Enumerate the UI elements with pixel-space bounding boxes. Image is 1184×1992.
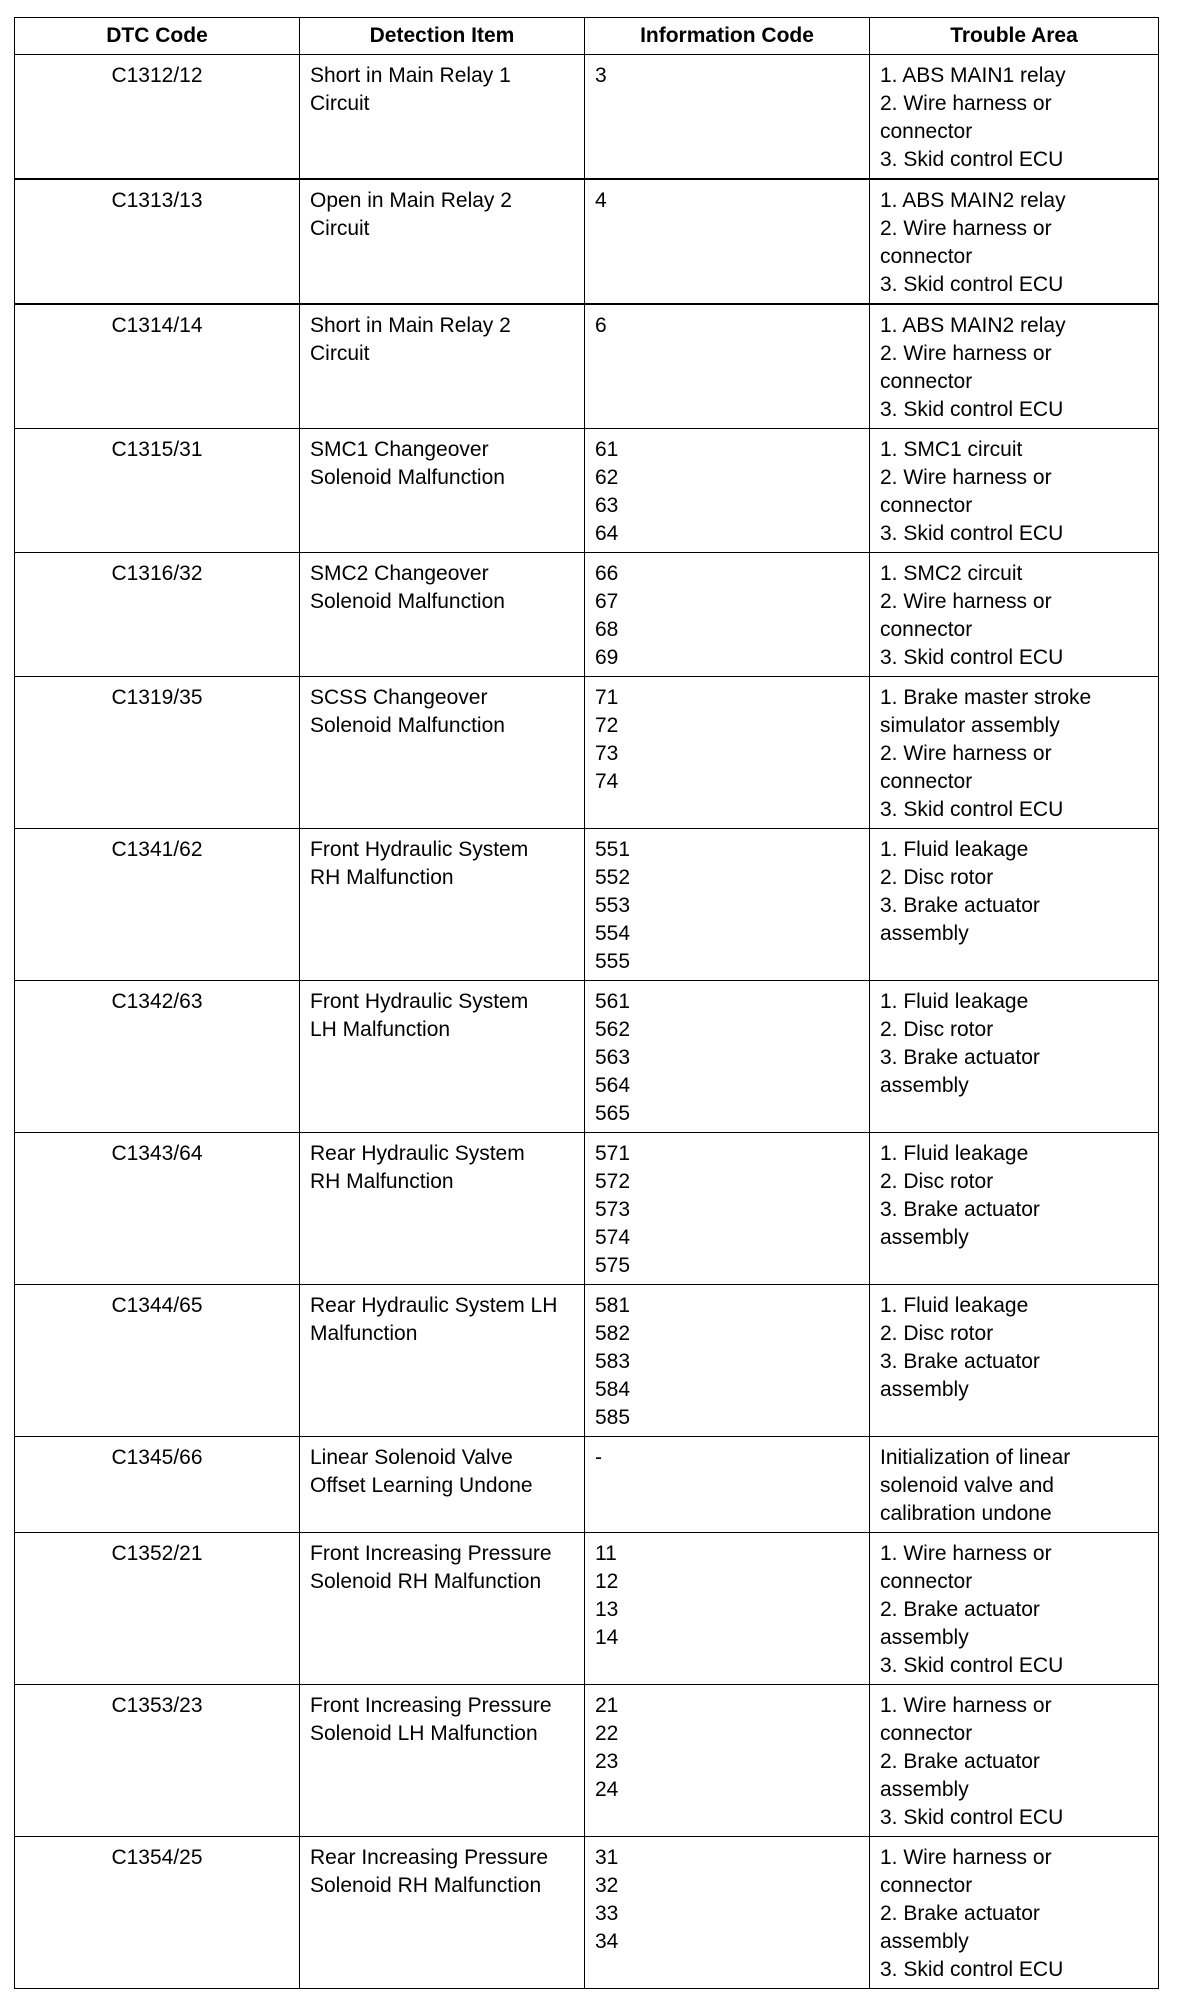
information-code-cell <box>585 1285 870 1437</box>
trouble-area-cell <box>870 1533 1159 1685</box>
trouble-area-line: 3. Skid control ECU <box>880 798 1064 821</box>
information-code-line: 21 <box>595 1694 619 1717</box>
trouble-area-line: 3. Skid control ECU <box>880 1654 1064 1677</box>
trouble-area-line: connector <box>880 370 973 393</box>
table-row <box>15 1285 1159 1437</box>
table-row <box>15 55 1159 180</box>
dtc-code-cell <box>15 829 300 981</box>
information-code-line: 66 <box>595 562 619 585</box>
trouble-area-line: 1. Fluid leakage <box>880 838 1029 861</box>
information-code-line: 67 <box>595 590 619 613</box>
information-code-line: 73 <box>595 742 619 765</box>
trouble-area-cell <box>870 677 1159 829</box>
information-code-line: 584 <box>595 1378 631 1401</box>
detection-item-cell <box>300 1285 585 1437</box>
trouble-area-cell <box>870 304 1159 429</box>
table-header-row <box>15 18 1159 55</box>
trouble-area-line: 2. Wire harness or <box>880 590 1052 613</box>
detection-item-line: Front Increasing Pressure <box>310 1694 552 1717</box>
trouble-area-line: 2. Wire harness or <box>880 466 1052 489</box>
information-code-line: 573 <box>595 1198 631 1221</box>
information-code-line: 551 <box>595 838 631 861</box>
dtc-code-cell <box>15 677 300 829</box>
detection-item-line: Circuit <box>310 92 370 115</box>
trouble-area-line: assembly <box>880 1074 969 1097</box>
trouble-area-line: 1. Fluid leakage <box>880 990 1029 1013</box>
dtc-code-cell <box>15 1837 300 1989</box>
dtc-code: C1315/31 <box>111 438 203 461</box>
header-dtc-code: DTC Code <box>15 18 300 55</box>
information-code-line: 72 <box>595 714 619 737</box>
detection-item-line: Rear Increasing Pressure <box>310 1846 549 1869</box>
detection-item-line: SMC1 Changeover <box>310 438 489 461</box>
detection-item-cell <box>300 677 585 829</box>
information-code-cell <box>585 1437 870 1533</box>
trouble-area-line: connector <box>880 770 973 793</box>
information-code-line: 64 <box>595 522 619 545</box>
information-code-line: 585 <box>595 1406 631 1429</box>
dtc-code-cell <box>15 1437 300 1533</box>
detection-item-line: Solenoid Malfunction <box>310 590 505 613</box>
trouble-area-line: 2. Brake actuator <box>880 1598 1040 1621</box>
detection-item-cell <box>300 1533 585 1685</box>
trouble-area-line: connector <box>880 618 973 641</box>
information-code-line: 563 <box>595 1046 631 1069</box>
trouble-area-line: 1. Fluid leakage <box>880 1142 1029 1165</box>
trouble-area-cell <box>870 981 1159 1133</box>
trouble-area-cell <box>870 55 1159 180</box>
information-code-line: 68 <box>595 618 619 641</box>
information-code-line: 33 <box>595 1902 619 1925</box>
dtc-code: C1354/25 <box>111 1846 203 1869</box>
trouble-area-line: 3. Skid control ECU <box>880 273 1064 296</box>
information-code-cell <box>585 829 870 981</box>
trouble-area-line: 1. Fluid leakage <box>880 1294 1029 1317</box>
dtc-code: C1319/35 <box>111 686 203 709</box>
information-code-line: 74 <box>595 770 619 793</box>
trouble-area-line: 2. Wire harness or <box>880 742 1052 765</box>
trouble-area-line: connector <box>880 1722 973 1745</box>
detection-item-cell <box>300 553 585 677</box>
detection-item-line: Rear Hydraulic System LH <box>310 1294 558 1317</box>
detection-item-cell <box>300 429 585 553</box>
detection-item-line: Front Increasing Pressure <box>310 1542 552 1565</box>
trouble-area-line: 3. Brake actuator <box>880 894 1040 917</box>
information-code-line: 571 <box>595 1142 631 1165</box>
trouble-area-line: 1. Brake master stroke <box>880 686 1092 709</box>
detection-item-line: SMC2 Changeover <box>310 562 489 585</box>
dtc-code: C1342/63 <box>111 990 203 1013</box>
detection-item-line: Solenoid RH Malfunction <box>310 1874 542 1897</box>
dtc-code-cell <box>15 1685 300 1837</box>
trouble-area-line: 1. SMC2 circuit <box>880 562 1023 585</box>
information-code-line: 71 <box>595 686 619 709</box>
information-code-line: 69 <box>595 646 619 669</box>
trouble-area-line: 2. Brake actuator <box>880 1902 1040 1925</box>
dtc-code: C1341/62 <box>111 838 203 861</box>
dtc-code: C1343/64 <box>111 1142 203 1165</box>
trouble-area-line: 2. Disc rotor <box>880 1170 994 1193</box>
information-code-line: 553 <box>595 894 631 917</box>
information-code-line: 31 <box>595 1846 619 1869</box>
information-code-line: 561 <box>595 990 631 1013</box>
table-row <box>15 1133 1159 1285</box>
trouble-area-line: 2. Brake actuator <box>880 1750 1040 1773</box>
information-code-line: 11 <box>595 1542 617 1565</box>
detection-item-line: Circuit <box>310 342 370 365</box>
dtc-code-cell <box>15 553 300 677</box>
header-trouble-area: Trouble Area <box>870 18 1159 55</box>
trouble-area-line: 1. SMC1 circuit <box>880 438 1023 461</box>
information-code-cell <box>585 981 870 1133</box>
detection-item-line: Solenoid Malfunction <box>310 466 505 489</box>
table-row <box>15 1685 1159 1837</box>
trouble-area-line: 3. Skid control ECU <box>880 1958 1064 1981</box>
trouble-area-line: 3. Brake actuator <box>880 1350 1040 1373</box>
information-code-line: 554 <box>595 922 631 945</box>
information-code-line: 14 <box>595 1626 619 1649</box>
trouble-area-line: connector <box>880 1874 973 1897</box>
trouble-area-line: assembly <box>880 1626 969 1649</box>
dtc-code: C1345/66 <box>111 1446 203 1469</box>
dtc-code-cell <box>15 304 300 429</box>
information-code-cell <box>585 677 870 829</box>
table-row <box>15 829 1159 981</box>
detection-item-cell <box>300 179 585 304</box>
trouble-area-cell <box>870 1685 1159 1837</box>
table-row <box>15 1437 1159 1533</box>
trouble-area-line: 3. Skid control ECU <box>880 646 1064 669</box>
table-row <box>15 1837 1159 1989</box>
detection-item-line: Circuit <box>310 217 370 240</box>
trouble-area-line: assembly <box>880 1930 969 1953</box>
information-code-line: 62 <box>595 466 619 489</box>
detection-item-line: SCSS Changeover <box>310 686 488 709</box>
information-code-cell <box>585 1533 870 1685</box>
information-code-line: 3 <box>595 64 607 87</box>
detection-item-line: Solenoid Malfunction <box>310 714 505 737</box>
trouble-area-line: calibration undone <box>880 1502 1052 1525</box>
information-code-cell <box>585 429 870 553</box>
information-code-line: 555 <box>595 950 631 973</box>
information-code-line: 582 <box>595 1322 631 1345</box>
information-code-line: 13 <box>595 1598 619 1621</box>
dtc-code: C1313/13 <box>111 189 203 212</box>
dtc-code-cell <box>15 1133 300 1285</box>
information-code-line: 562 <box>595 1018 631 1041</box>
dtc-code-cell <box>15 55 300 180</box>
dtc-code-cell <box>15 981 300 1133</box>
trouble-area-line: 2. Wire harness or <box>880 217 1052 240</box>
detection-item-cell <box>300 1133 585 1285</box>
information-code-line: 24 <box>595 1778 619 1801</box>
trouble-area-line: 1. ABS MAIN2 relay <box>880 189 1066 212</box>
information-code-line: 564 <box>595 1074 631 1097</box>
trouble-area-cell <box>870 1285 1159 1437</box>
information-code-line: 4 <box>595 189 607 212</box>
dtc-code: C1312/12 <box>111 64 203 87</box>
dtc-code: C1314/14 <box>111 314 203 337</box>
detection-item-cell <box>300 304 585 429</box>
header-detection-item: Detection Item <box>300 18 585 55</box>
detection-item-line: Malfunction <box>310 1322 418 1345</box>
detection-item-cell <box>300 829 585 981</box>
trouble-area-line: assembly <box>880 1778 969 1801</box>
detection-item-cell <box>300 1437 585 1533</box>
trouble-area-cell <box>870 1837 1159 1989</box>
dtc-code: C1353/23 <box>111 1694 203 1717</box>
information-code-line: 34 <box>595 1930 619 1953</box>
table-row <box>15 304 1159 429</box>
information-code-line: 552 <box>595 866 631 889</box>
table-row <box>15 981 1159 1133</box>
detection-item-line: Front Hydraulic System <box>310 838 529 861</box>
dtc-code-cell <box>15 429 300 553</box>
information-code-line: 12 <box>595 1570 619 1593</box>
detection-item-line: Offset Learning Undone <box>310 1474 533 1497</box>
detection-item-cell <box>300 1685 585 1837</box>
detection-item-line: Short in Main Relay 1 <box>310 64 511 87</box>
detection-item-line: Linear Solenoid Valve <box>310 1446 513 1469</box>
trouble-area-line: connector <box>880 1570 973 1593</box>
information-code-cell <box>585 1133 870 1285</box>
information-code-line: 23 <box>595 1750 619 1773</box>
trouble-area-line: 3. Skid control ECU <box>880 148 1064 171</box>
trouble-area-line: 3. Skid control ECU <box>880 398 1064 421</box>
information-code-line: 581 <box>595 1294 631 1317</box>
detection-item-cell <box>300 981 585 1133</box>
detection-item-line: Solenoid LH Malfunction <box>310 1722 538 1745</box>
dtc-code-cell <box>15 179 300 304</box>
trouble-area-line: solenoid valve and <box>880 1474 1054 1497</box>
information-code-line: 6 <box>595 314 607 337</box>
trouble-area-line: 2. Wire harness or <box>880 342 1052 365</box>
detection-item-cell <box>300 55 585 180</box>
trouble-area-line: 2. Disc rotor <box>880 1322 994 1345</box>
dtc-code: C1316/32 <box>111 562 203 585</box>
trouble-area-line: Initialization of linear <box>880 1446 1071 1469</box>
detection-item-line: Rear Hydraulic System <box>310 1142 525 1165</box>
dtc-table <box>14 17 1159 1989</box>
trouble-area-line: 1. ABS MAIN2 relay <box>880 314 1066 337</box>
trouble-area-line: assembly <box>880 1226 969 1249</box>
information-code-line: 22 <box>595 1722 619 1745</box>
trouble-area-cell <box>870 829 1159 981</box>
trouble-area-line: 2. Disc rotor <box>880 866 994 889</box>
dtc-code: C1352/21 <box>111 1542 203 1565</box>
detection-item-line: RH Malfunction <box>310 1170 454 1193</box>
detection-item-line: Short in Main Relay 2 <box>310 314 511 337</box>
dtc-code: C1344/65 <box>111 1294 203 1317</box>
trouble-area-line: 3. Skid control ECU <box>880 1806 1064 1829</box>
information-code-line: 565 <box>595 1102 631 1125</box>
information-code-cell <box>585 304 870 429</box>
header-information-code: Information Code <box>585 18 870 55</box>
information-code-line: - <box>595 1446 602 1469</box>
detection-item-line: RH Malfunction <box>310 866 454 889</box>
information-code-cell <box>585 553 870 677</box>
trouble-area-cell <box>870 179 1159 304</box>
table-body <box>15 55 1159 1989</box>
detection-item-cell <box>300 1837 585 1989</box>
trouble-area-cell <box>870 553 1159 677</box>
trouble-area-line: 1. Wire harness or <box>880 1542 1052 1565</box>
information-code-cell <box>585 1685 870 1837</box>
trouble-area-cell <box>870 429 1159 553</box>
information-code-line: 61 <box>595 438 619 461</box>
dtc-table-container <box>14 17 1158 1989</box>
trouble-area-line: simulator assembly <box>880 714 1060 737</box>
trouble-area-line: 1. ABS MAIN1 relay <box>880 64 1066 87</box>
trouble-area-line: 2. Disc rotor <box>880 1018 994 1041</box>
information-code-line: 583 <box>595 1350 631 1373</box>
information-code-line: 574 <box>595 1226 631 1249</box>
trouble-area-line: connector <box>880 120 973 143</box>
table-row <box>15 677 1159 829</box>
trouble-area-line: 3. Skid control ECU <box>880 522 1064 545</box>
information-code-cell <box>585 1837 870 1989</box>
information-code-line: 63 <box>595 494 619 517</box>
table-row <box>15 553 1159 677</box>
trouble-area-cell <box>870 1133 1159 1285</box>
detection-item-line: Open in Main Relay 2 <box>310 189 512 212</box>
information-code-cell <box>585 179 870 304</box>
trouble-area-cell <box>870 1437 1159 1533</box>
table-row <box>15 179 1159 304</box>
information-code-line: 575 <box>595 1254 631 1277</box>
trouble-area-line: 2. Wire harness or <box>880 92 1052 115</box>
dtc-code-cell <box>15 1285 300 1437</box>
trouble-area-line: assembly <box>880 1378 969 1401</box>
trouble-area-line: connector <box>880 494 973 517</box>
trouble-area-line: 3. Brake actuator <box>880 1198 1040 1221</box>
dtc-code-cell <box>15 1533 300 1685</box>
detection-item-line: LH Malfunction <box>310 1018 451 1041</box>
trouble-area-line: 3. Brake actuator <box>880 1046 1040 1069</box>
table-row <box>15 429 1159 553</box>
trouble-area-line: assembly <box>880 922 969 945</box>
detection-item-line: Front Hydraulic System <box>310 990 529 1013</box>
information-code-cell <box>585 55 870 180</box>
table-row <box>15 1533 1159 1685</box>
trouble-area-line: 1. Wire harness or <box>880 1694 1052 1717</box>
detection-item-line: Solenoid RH Malfunction <box>310 1570 542 1593</box>
information-code-line: 572 <box>595 1170 631 1193</box>
information-code-line: 32 <box>595 1874 619 1897</box>
trouble-area-line: connector <box>880 245 973 268</box>
trouble-area-line: 1. Wire harness or <box>880 1846 1052 1869</box>
